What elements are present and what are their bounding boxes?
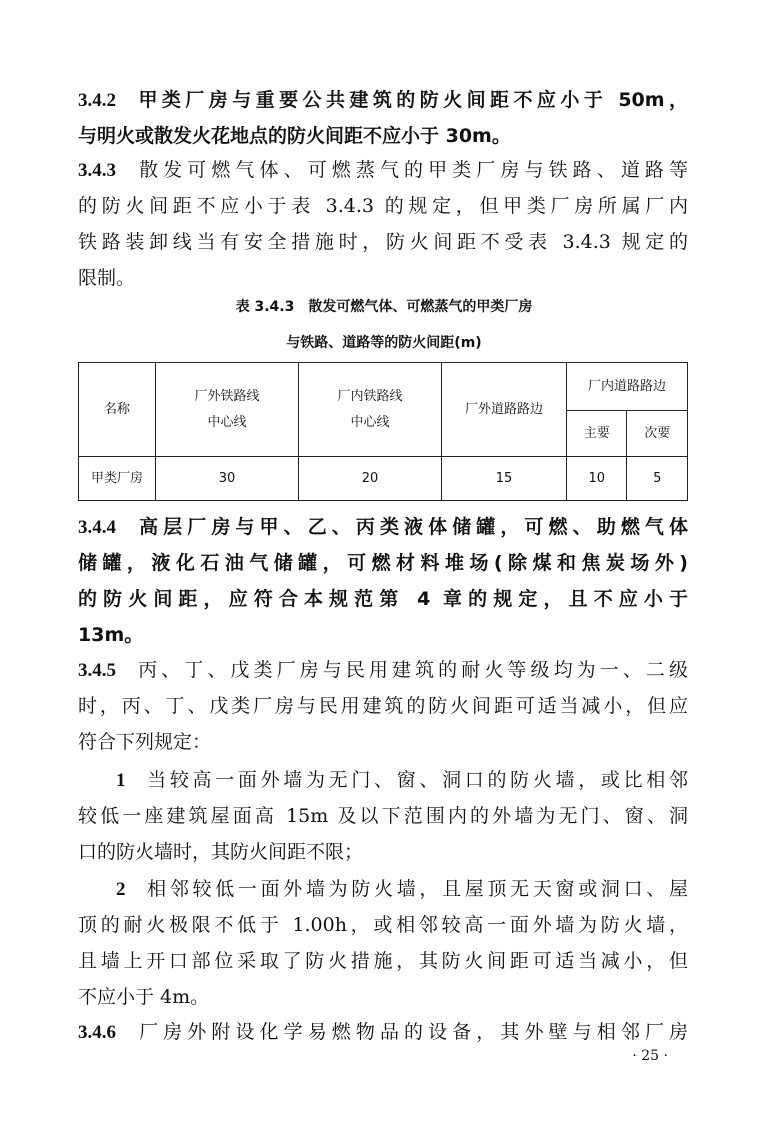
- page-number: · 25 ·: [632, 1048, 668, 1064]
- clause-3-4-3: 3.4.3 散发可燃气体、可燃蒸气的甲类厂房与铁路、道路等 的防火间距不应小于表 3.4.3 的规定，但甲类厂房所属厂内 铁路装卸线当有安全措施时，防火间距不受表 3.4.3 规定的 限制。: [78, 159, 688, 289]
- header-c4b: 次要: [627, 411, 688, 457]
- clause-3-4-6: 3.4.6 厂房外附设化学易燃物品的设备，其外壁与相邻厂房: [78, 1021, 688, 1043]
- header-c4a: 主要: [567, 411, 627, 457]
- fire-distance-table: [78, 362, 688, 501]
- table-caption: 表 3.4.3 散发可燃气体、可燃蒸气的甲类厂房: [235, 299, 533, 315]
- header-c3: 厂外道路路边: [442, 363, 567, 457]
- table-caption-2: 与铁路、道路等的防火间距(m): [286, 335, 482, 351]
- clause-3-4-5: 3.4.5 丙、丁、戊类厂房与民用建筑的耐火等级均为一、二级 时，丙、丁、戊类厂房与民用建筑的防火间距可适当减小，但应 符合下列规定：: [78, 659, 688, 753]
- clause-3-4-2: 3.4.2 甲类厂房与重要公共建筑的防火间距不应小于 50m， 与明火或散发火花地点的防火间距不应小于 30m。: [78, 89, 688, 147]
- header-c2: 厂内铁路线 中心线: [299, 363, 442, 457]
- item-1: 1 当较高一面外墙为无门、窗、洞口的防火墙，或比相邻 较低一座建筑屋面高 15m 及以下范围内的外墙为无门、窗、洞 口的防火墙时，其防火间距不限；: [78, 769, 688, 863]
- header-c4: 厂内道路路边: [567, 363, 688, 411]
- clause-3-4-4: 3.4.4 高层厂房与甲、乙、丙类液体储罐，可燃、助燃气体 储罐，液化石油气储罐，可燃材料堆场(除煤和焦炭场外) 的防火间距，应符合本规范第 4 章的规定，且不应小于 13m。: [78, 516, 688, 646]
- header-c1: 厂外铁路线 中心线: [156, 363, 299, 457]
- table-row: 甲类厂房 30 20 15 10 5: [79, 457, 688, 501]
- item-2: 2 相邻较低一面外墙为防火墙，且屋顶无天窗或洞口、屋 顶的耐火极限不低于 1.00h，或相邻较高一面外墙为防火墙， 且墙上开口部位采取了防火措施，其防火间距可适当减小，但 不应小于 4m。: [78, 878, 688, 1008]
- header-name: 名称: [79, 363, 156, 457]
